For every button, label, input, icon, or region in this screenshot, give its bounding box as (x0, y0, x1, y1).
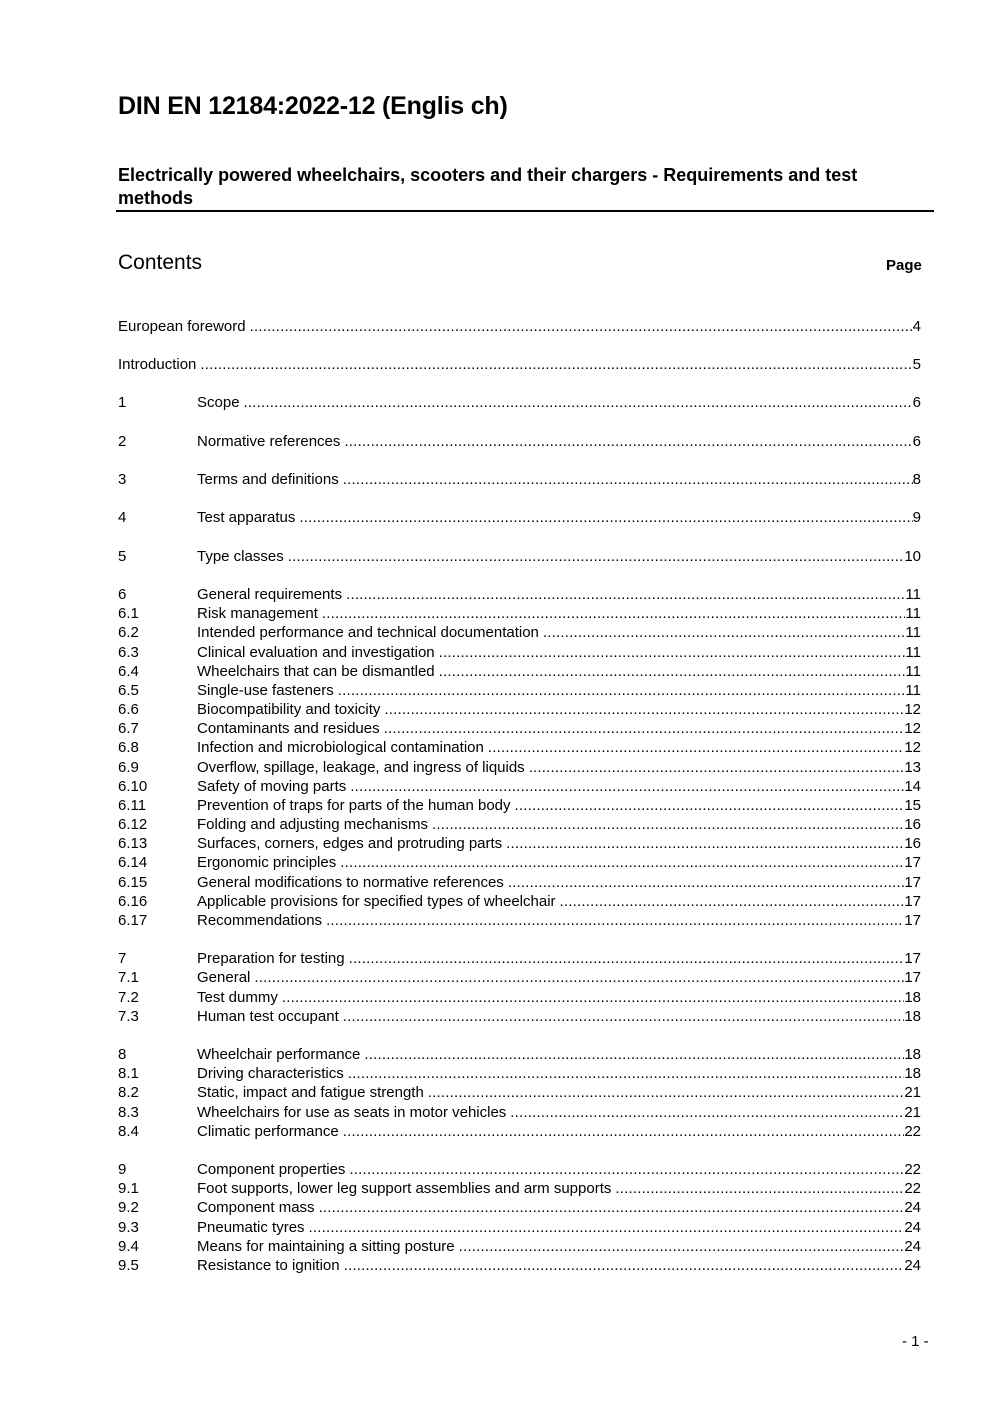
toc-entry-page: 17 (904, 874, 921, 891)
toc-entry-number: 3 (118, 471, 127, 488)
toc-entry[interactable] (118, 738, 921, 757)
toc-dot-leader (282, 988, 904, 1007)
toc-dot-leader (309, 1218, 905, 1237)
toc-entry[interactable] (118, 758, 921, 777)
toc-entry-title: Surfaces, corners, edges and protruding parts (197, 835, 503, 852)
toc-entry-title: Foot supports, lower leg support assemblies and arm supports (197, 1180, 612, 1197)
toc-dot-leader (615, 1179, 904, 1198)
toc-entry-page: 24 (904, 1257, 921, 1274)
toc-entry-page: 11 (905, 586, 921, 603)
toc-dot-leader (319, 1198, 905, 1217)
toc-dot-leader (384, 700, 904, 719)
toc-dot-leader (364, 1045, 904, 1064)
toc-entry-number: 9.5 (118, 1257, 139, 1274)
toc-entry-title: Scope (197, 394, 240, 411)
toc-entry-page: 22 (904, 1161, 921, 1178)
toc-entry-number: 6.15 (118, 874, 148, 891)
page-column-heading: Page (886, 257, 922, 274)
toc-entry-title: Ergonomic principles (197, 854, 337, 871)
toc-entry-page: 13 (904, 759, 921, 776)
toc-dot-leader (244, 393, 913, 412)
toc-entry-title: Clinical evaluation and investigation (197, 644, 435, 661)
toc-entry[interactable] (118, 777, 921, 796)
toc-entry[interactable] (118, 508, 921, 527)
toc-dot-leader (344, 1256, 905, 1275)
toc-entry-page: 24 (904, 1199, 921, 1216)
toc-entry-number: 8 (118, 1046, 127, 1063)
toc-entry[interactable] (118, 949, 921, 968)
toc-entry[interactable] (118, 643, 921, 662)
toc-dot-leader (459, 1237, 905, 1256)
toc-entry-title: Folding and adjusting mechanisms (197, 816, 428, 833)
toc-dot-leader (348, 1064, 905, 1083)
toc-entry-page: 17 (904, 912, 921, 929)
toc-entry-page: 14 (904, 778, 921, 795)
toc-entry-number: 6.2 (118, 624, 139, 641)
toc-dot-leader (543, 623, 906, 642)
toc-entry[interactable] (118, 968, 921, 987)
toc-entry-title: European foreword (118, 318, 246, 335)
toc-entry-page: 22 (904, 1180, 921, 1197)
toc-entry-number: 6.14 (118, 854, 148, 871)
toc-entry-page: 8 (912, 471, 921, 488)
toc-entry[interactable] (118, 1256, 921, 1275)
toc-entry-page: 18 (904, 1008, 921, 1025)
toc-entry[interactable] (118, 604, 921, 623)
toc-entry[interactable] (118, 1083, 921, 1102)
toc-entry-title: Applicable provisions for specified types of wheelchair (197, 893, 556, 910)
toc-entry[interactable] (118, 719, 921, 738)
toc-entry[interactable] (118, 873, 921, 892)
toc-entry-title: Component mass (197, 1199, 315, 1216)
toc-entry-page: 16 (904, 835, 921, 852)
toc-entry-title: Intended performance and technical documentation (197, 624, 539, 641)
toc-entry[interactable] (118, 547, 921, 566)
toc-entry-page: 11 (905, 682, 921, 699)
toc-dot-leader (439, 643, 906, 662)
toc-entry-number: 6.9 (118, 759, 139, 776)
toc-entry-title: Driving characteristics (197, 1065, 344, 1082)
toc-entry-number: 9 (118, 1161, 127, 1178)
toc-entry-page: 22 (904, 1123, 921, 1140)
toc-entry-title: Test dummy (197, 989, 278, 1006)
toc-entry-page: 11 (905, 624, 921, 641)
toc-entry[interactable] (118, 1103, 921, 1122)
toc-entry-number: 2 (118, 433, 127, 450)
toc-dot-leader (560, 892, 905, 911)
toc-entry[interactable] (118, 853, 921, 872)
toc-dot-leader (343, 470, 913, 489)
toc-entry-title: General requirements (197, 586, 343, 603)
toc-entry-title: General modifications to normative references (197, 874, 504, 891)
toc-entry-title: Type classes (197, 548, 284, 565)
toc-entry-number: 9.1 (118, 1180, 139, 1197)
toc-entry-number: 6.10 (118, 778, 148, 795)
toc-entry-page: 21 (904, 1084, 921, 1101)
toc-entry[interactable] (118, 796, 921, 815)
toc-entry-number: 6.1 (118, 605, 139, 622)
toc-entry-number: 9.2 (118, 1199, 139, 1216)
toc-dot-leader (488, 738, 904, 757)
toc-entry[interactable] (118, 911, 921, 930)
toc-entry-number: 9.4 (118, 1238, 139, 1255)
toc-entry-number: 6.16 (118, 893, 148, 910)
toc-entry[interactable] (118, 623, 921, 642)
toc-entry[interactable] (118, 834, 921, 853)
toc-dot-leader (439, 662, 906, 681)
toc-entry[interactable] (118, 1064, 921, 1083)
toc-dot-leader (322, 604, 906, 623)
toc-dot-leader (510, 1103, 904, 1122)
toc-entry-number: 7.3 (118, 1008, 139, 1025)
toc-dot-leader (346, 585, 905, 604)
toc-entry-page: 11 (905, 644, 921, 661)
toc-entry-title: Normative references (197, 433, 341, 450)
toc-entry[interactable] (118, 585, 921, 604)
toc-entry-title: Resistance to ignition (197, 1257, 340, 1274)
toc-entry[interactable] (118, 432, 921, 451)
toc-entry[interactable] (118, 317, 921, 336)
toc-dot-leader (349, 949, 905, 968)
toc-entry-page: 18 (904, 989, 921, 1006)
toc-entry-title: Pneumatic tyres (197, 1219, 305, 1236)
toc-entry-title: Static, impact and fatigue strength (197, 1084, 424, 1101)
toc-entry-title: Human test occupant (197, 1008, 339, 1025)
toc-entry-page: 12 (904, 739, 921, 756)
toc-entry-number: 8.3 (118, 1104, 139, 1121)
toc-entry-page: 17 (904, 893, 921, 910)
toc-entry-number: 6.4 (118, 663, 139, 680)
toc-entry[interactable] (118, 470, 921, 489)
toc-entry-page: 12 (904, 701, 921, 718)
toc-entry-title: Recommendations (197, 912, 323, 929)
header-rule (116, 210, 934, 212)
toc-entry-title: Contaminants and residues (197, 720, 380, 737)
toc-entry-number: 6.3 (118, 644, 139, 661)
toc-entry-page: 17 (904, 854, 921, 871)
toc-entry-page: 9 (912, 509, 921, 526)
toc-dot-leader (428, 1083, 905, 1102)
toc-entry-number: 8.2 (118, 1084, 139, 1101)
toc-entry-title: Test apparatus (197, 509, 296, 526)
toc-entry[interactable] (118, 988, 921, 1007)
document-subtitle: Electrically powered wheelchairs, scooters and their chargers - Requirements and test methods (118, 165, 858, 208)
toc-entry-page: 21 (904, 1104, 921, 1121)
toc-entry[interactable] (118, 681, 921, 700)
toc-entry[interactable] (118, 1237, 921, 1256)
toc-entry[interactable] (118, 393, 921, 412)
toc-entry[interactable] (118, 892, 921, 911)
toc-entry-page: 10 (904, 548, 921, 565)
toc-entry[interactable] (118, 1045, 921, 1064)
toc-entry-page: 12 (904, 720, 921, 737)
toc-entry-title: Means for maintaining a sitting posture (197, 1238, 455, 1255)
document-title: DIN EN 12184:2022-12 (Englis ch) (118, 92, 508, 120)
toc-entry[interactable] (118, 1179, 921, 1198)
toc-entry-title: Wheelchairs for use as seats in motor vehicles (197, 1104, 507, 1121)
toc-entry-page: 24 (904, 1238, 921, 1255)
toc-entry-title: Single-use fasteners (197, 682, 334, 699)
toc-dot-leader (349, 1160, 904, 1179)
toc-entry[interactable] (118, 815, 921, 834)
toc-dot-leader (250, 317, 913, 336)
toc-entry-page: 17 (904, 969, 921, 986)
toc-dot-leader (350, 777, 904, 796)
toc-dot-leader (338, 681, 906, 700)
page-number: - 1 - (902, 1333, 929, 1350)
toc-entry-title: Climatic performance (197, 1123, 339, 1140)
toc-entry-number: 6.6 (118, 701, 139, 718)
toc-entry-page: 4 (912, 318, 921, 335)
toc-entry-page: 18 (904, 1065, 921, 1082)
toc-entry[interactable] (118, 1198, 921, 1217)
toc-dot-leader (343, 1122, 905, 1141)
toc-entry-page: 24 (904, 1219, 921, 1236)
toc-dot-leader (432, 815, 904, 834)
toc-entry-number: 8.4 (118, 1123, 139, 1140)
toc-entry-page: 6 (912, 394, 921, 411)
toc-entry-page: 11 (905, 663, 921, 680)
toc-entry-number: 6.11 (118, 797, 147, 814)
toc-entry-number: 6.13 (118, 835, 148, 852)
toc-entry-page: 18 (904, 1046, 921, 1063)
toc-entry-title: Wheelchairs that can be dismantled (197, 663, 435, 680)
toc-dot-leader (344, 432, 912, 451)
toc-dot-leader (254, 968, 904, 987)
toc-dot-leader (288, 547, 905, 566)
toc-entry-title: Prevention of traps for parts of the human body (197, 797, 511, 814)
toc-entry-page: 6 (912, 433, 921, 450)
toc-entry-page: 17 (904, 950, 921, 967)
toc-dot-leader (299, 508, 912, 527)
toc-entry-title: General (197, 969, 251, 986)
toc-entry-number: 9.3 (118, 1219, 139, 1236)
toc-dot-leader (508, 873, 905, 892)
toc-entry-title: Risk management (197, 605, 318, 622)
toc-entry-title: Biocompatibility and toxicity (197, 701, 381, 718)
toc-entry-number: 5 (118, 548, 127, 565)
toc-entry[interactable] (118, 1007, 921, 1026)
toc-entry-number: 6 (118, 586, 127, 603)
toc-dot-leader (343, 1007, 905, 1026)
toc-entry-number: 6.5 (118, 682, 139, 699)
toc-dot-leader (515, 796, 905, 815)
toc-entry[interactable] (118, 1160, 921, 1179)
toc-entry[interactable] (118, 700, 921, 719)
toc-dot-leader (384, 719, 905, 738)
toc-entry-number: 4 (118, 509, 127, 526)
toc-entry-page: 11 (905, 605, 921, 622)
toc-entry-number: 7.2 (118, 989, 139, 1006)
toc-entry-number: 8.1 (118, 1065, 139, 1082)
toc-entry-title: Component properties (197, 1161, 346, 1178)
toc-entry-page: 15 (904, 797, 921, 814)
toc-entry[interactable] (118, 662, 921, 681)
contents-heading: Contents (118, 251, 203, 274)
toc-entry-title: Terms and definitions (197, 471, 339, 488)
toc-dot-leader (200, 355, 912, 374)
toc-entry-number: 6.8 (118, 739, 139, 756)
toc-entry-number: 7.1 (118, 969, 139, 986)
toc-dot-leader (529, 758, 905, 777)
toc-entry-number: 7 (118, 950, 127, 967)
toc-entry-page: 5 (912, 356, 921, 373)
toc-entry-title: Safety of moving parts (197, 778, 347, 795)
toc-entry-title: Infection and microbiological contamination (197, 739, 484, 756)
toc-entry-title: Introduction (118, 356, 197, 373)
toc-dot-leader (326, 911, 904, 930)
toc-entry-title: Overflow, spillage, leakage, and ingress of liquids (197, 759, 525, 776)
toc-entry-number: 1 (118, 394, 127, 411)
toc-entry-title: Preparation for testing (197, 950, 345, 967)
toc-entry[interactable] (118, 355, 921, 374)
toc-entry-title: Wheelchair performance (197, 1046, 361, 1063)
toc-dot-leader (506, 834, 904, 853)
toc-entry-number: 6.17 (118, 912, 148, 929)
toc-dot-leader (340, 853, 904, 872)
toc-entry[interactable] (118, 1122, 921, 1141)
toc-entry-number: 6.12 (118, 816, 148, 833)
toc-entry-page: 16 (904, 816, 921, 833)
toc-entry-number: 6.7 (118, 720, 139, 737)
toc-entry[interactable] (118, 1218, 921, 1237)
